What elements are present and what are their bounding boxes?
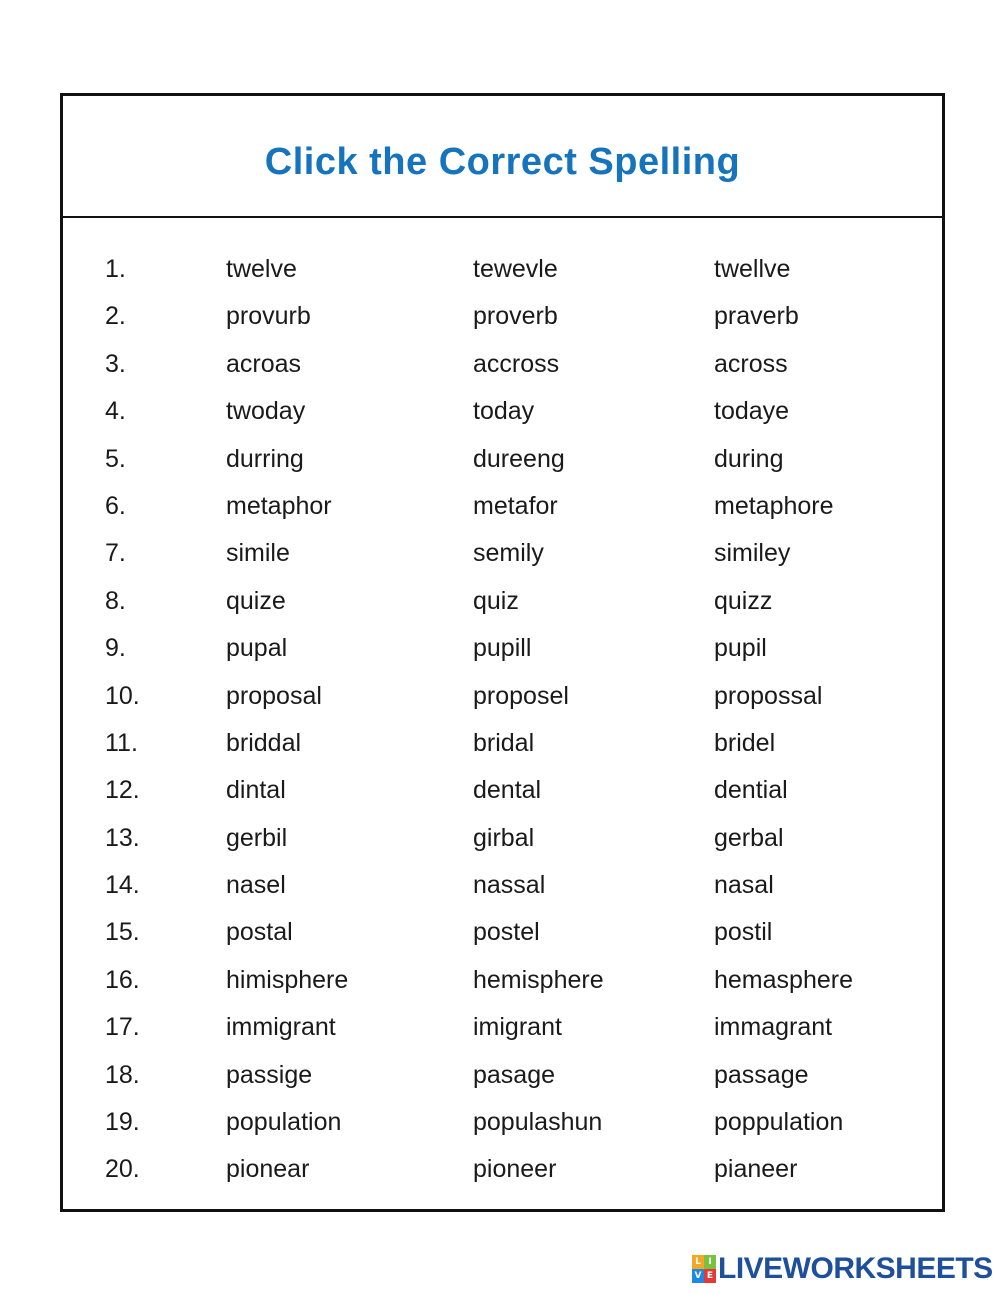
- spelling-option-1[interactable]: simile: [226, 539, 290, 568]
- spelling-option-2[interactable]: accross: [473, 349, 560, 378]
- title-bar: [63, 96, 942, 218]
- question-number: 18.: [105, 1060, 140, 1089]
- question-row: [63, 341, 942, 388]
- spelling-option-1[interactable]: pionear: [226, 1155, 310, 1184]
- brand-name: LIVEWORKSHEETS: [718, 1252, 993, 1285]
- spelling-option-1[interactable]: passige: [226, 1060, 313, 1089]
- spelling-option-1[interactable]: nasel: [226, 871, 286, 900]
- question-row: [63, 625, 942, 672]
- spelling-option-2[interactable]: quiz: [473, 586, 519, 615]
- question-number: 11.: [105, 728, 138, 757]
- spelling-option-2[interactable]: metafor: [473, 491, 558, 520]
- spelling-option-2[interactable]: girbal: [473, 823, 535, 852]
- spelling-option-2[interactable]: imigrant: [473, 1013, 562, 1042]
- page-title: Click the Correct Spelling: [264, 140, 741, 183]
- brand-mark-tile: L: [692, 1255, 704, 1269]
- spelling-option-3[interactable]: postil: [714, 918, 773, 947]
- spelling-option-1[interactable]: immigrant: [226, 1013, 336, 1042]
- brand-mark-tile: E: [704, 1269, 716, 1283]
- question-row: [63, 436, 942, 483]
- spelling-option-2[interactable]: pasage: [473, 1060, 556, 1089]
- question-row: [63, 673, 942, 720]
- spelling-option-1[interactable]: provurb: [226, 302, 311, 331]
- spelling-option-3[interactable]: todaye: [714, 397, 790, 426]
- spelling-option-1[interactable]: population: [226, 1108, 342, 1137]
- question-row: [63, 388, 942, 435]
- spelling-option-3[interactable]: across: [714, 349, 788, 378]
- spelling-option-3[interactable]: twellve: [714, 255, 791, 283]
- question-number: 6.: [105, 491, 126, 520]
- spelling-option-2[interactable]: pupill: [473, 634, 532, 663]
- spelling-option-3[interactable]: quizz: [714, 586, 773, 615]
- question-row: [63, 1099, 942, 1146]
- spelling-option-3[interactable]: similey: [714, 539, 791, 568]
- spelling-option-1[interactable]: briddal: [226, 728, 302, 757]
- spelling-option-1[interactable]: quize: [226, 586, 286, 615]
- question-row: [63, 957, 942, 1004]
- spelling-option-1[interactable]: postal: [226, 918, 293, 947]
- spelling-option-2[interactable]: proverb: [473, 302, 558, 331]
- worksheet-frame: [60, 93, 945, 1212]
- question-number: 17.: [105, 1013, 140, 1042]
- question-row: [63, 862, 942, 909]
- spelling-option-2[interactable]: semily: [473, 539, 544, 568]
- spelling-option-2[interactable]: populashun: [473, 1108, 603, 1137]
- spelling-option-2[interactable]: dental: [473, 776, 542, 805]
- question-number: 14.: [105, 871, 140, 900]
- question-row: [63, 720, 942, 767]
- spelling-option-2[interactable]: dureeng: [473, 444, 565, 473]
- question-number: 16.: [105, 965, 140, 994]
- spelling-option-2[interactable]: tewevle: [473, 255, 558, 283]
- spelling-option-2[interactable]: nassal: [473, 871, 546, 900]
- question-row: [63, 293, 942, 340]
- spelling-option-1[interactable]: twelve: [226, 255, 297, 283]
- spelling-option-1[interactable]: metaphor: [226, 491, 332, 520]
- spelling-option-3[interactable]: propossal: [714, 681, 823, 710]
- question-number: 12.: [105, 776, 140, 805]
- spelling-option-3[interactable]: poppulation: [714, 1108, 844, 1137]
- question-row: [63, 578, 942, 625]
- spelling-option-2[interactable]: pioneer: [473, 1155, 557, 1184]
- question-row: [63, 246, 942, 293]
- question-list: [63, 246, 942, 1194]
- spelling-option-3[interactable]: pianeer: [714, 1155, 798, 1184]
- spelling-option-3[interactable]: immagrant: [714, 1013, 833, 1042]
- spelling-option-3[interactable]: pupil: [714, 634, 767, 663]
- spelling-option-2[interactable]: today: [473, 397, 535, 426]
- question-number: 2.: [105, 302, 126, 331]
- spelling-option-2[interactable]: bridal: [473, 728, 535, 757]
- question-number: 5.: [105, 444, 126, 473]
- spelling-option-3[interactable]: praverb: [714, 302, 799, 331]
- spelling-option-1[interactable]: proposal: [226, 681, 322, 710]
- question-number: 13.: [105, 823, 140, 852]
- question-number: 4.: [105, 397, 126, 426]
- question-row: [63, 1146, 942, 1193]
- spelling-option-1[interactable]: twoday: [226, 397, 306, 426]
- question-row: [63, 909, 942, 956]
- spelling-option-3[interactable]: metaphore: [714, 491, 834, 520]
- question-row: [63, 483, 942, 530]
- spelling-option-3[interactable]: nasal: [714, 871, 774, 900]
- spelling-option-1[interactable]: dintal: [226, 776, 286, 805]
- question-number: 15.: [105, 918, 140, 947]
- spelling-option-1[interactable]: acroas: [226, 349, 302, 378]
- question-row: [63, 767, 942, 814]
- spelling-option-2[interactable]: postel: [473, 918, 540, 947]
- brand-mark-icon: [692, 1255, 716, 1283]
- question-number: 1.: [105, 255, 126, 283]
- question-number: 9.: [105, 634, 126, 663]
- spelling-option-1[interactable]: pupal: [226, 634, 288, 663]
- question-row: [63, 1004, 942, 1051]
- question-row: [63, 530, 942, 577]
- question-number: 3.: [105, 349, 126, 378]
- question-row: [63, 815, 942, 862]
- liveworksheets-logo: [692, 1253, 993, 1285]
- question-number: 19.: [105, 1108, 140, 1137]
- spelling-option-2[interactable]: proposel: [473, 681, 569, 710]
- question-row: [63, 1052, 942, 1099]
- brand-mark-tile: V: [692, 1269, 704, 1283]
- spelling-option-3[interactable]: passage: [714, 1060, 809, 1089]
- spelling-option-3[interactable]: hemasphere: [714, 965, 853, 994]
- spelling-option-3[interactable]: gerbal: [714, 823, 784, 852]
- question-number: 8.: [105, 586, 126, 615]
- spelling-option-3[interactable]: during: [714, 444, 784, 473]
- question-number: 10.: [105, 681, 140, 710]
- spelling-option-3[interactable]: dential: [714, 776, 788, 805]
- spelling-option-2[interactable]: hemisphere: [473, 965, 604, 994]
- question-number: 7.: [105, 539, 126, 568]
- spelling-option-1[interactable]: gerbil: [226, 823, 288, 852]
- spelling-option-3[interactable]: bridel: [714, 728, 776, 757]
- brand-mark-tile: I: [704, 1255, 716, 1269]
- question-number: 20.: [105, 1155, 140, 1184]
- spelling-option-1[interactable]: durring: [226, 444, 304, 473]
- spelling-option-1[interactable]: himisphere: [226, 965, 349, 994]
